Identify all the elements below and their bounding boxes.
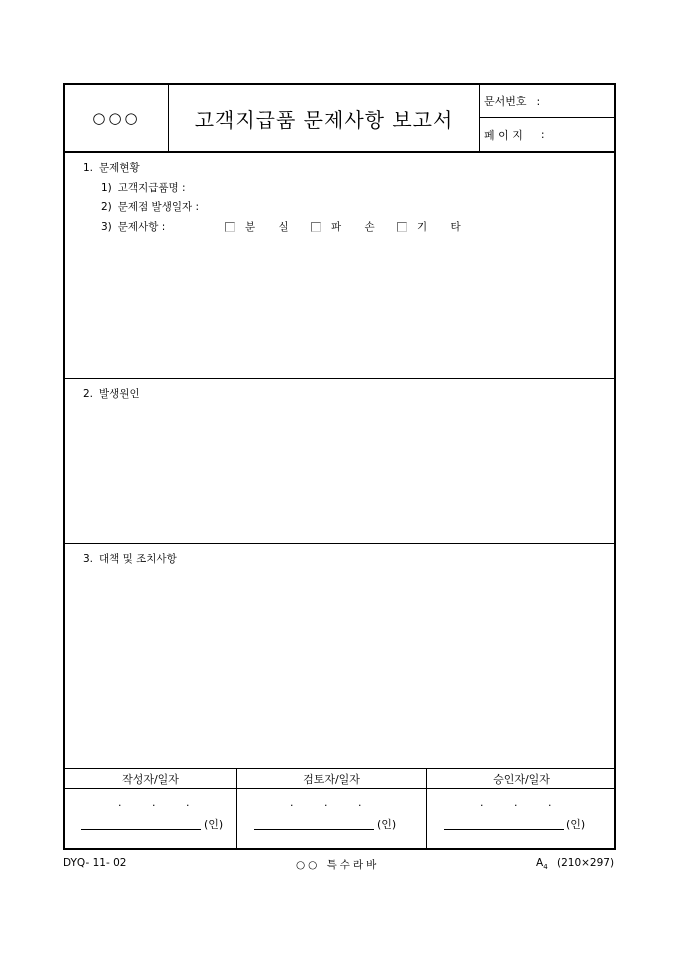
checkbox-label: 기 타 xyxy=(417,221,471,233)
item-number: 2) xyxy=(101,201,112,213)
checkbox-icon[interactable] xyxy=(225,222,235,232)
date-dot: . xyxy=(186,796,190,809)
date-dot: . xyxy=(324,796,328,809)
form-code: DYQ- 11- 02 xyxy=(63,857,127,869)
date-dot: . xyxy=(548,796,552,809)
section-number: 1. xyxy=(83,162,94,174)
doc-number-field[interactable] xyxy=(480,85,616,118)
paper-dimensions: (210×297) xyxy=(557,857,615,869)
company-name: ○○ 특수라바 xyxy=(296,859,380,871)
date-dot: . xyxy=(514,796,518,809)
signature-line[interactable] xyxy=(254,829,374,830)
item-problem-type xyxy=(101,219,165,234)
date-dot: . xyxy=(480,796,484,809)
checkbox-damage[interactable] xyxy=(311,219,385,234)
signature-header: 검토자/일자 xyxy=(237,769,426,789)
section-problem-status[interactable] xyxy=(65,153,614,379)
section-cause[interactable] xyxy=(65,379,614,544)
doc-number-colon: : xyxy=(536,94,541,108)
seal-mark: (인) xyxy=(377,818,397,831)
date-dots xyxy=(480,796,582,809)
item-label: 고객지급품명 : xyxy=(117,182,186,194)
date-dots xyxy=(290,796,392,809)
page-number-colon: : xyxy=(540,128,545,141)
checkbox-icon[interactable] xyxy=(311,222,321,232)
report-form xyxy=(63,83,616,850)
item-supplied-product[interactable] xyxy=(101,180,186,195)
section-title-text: 문제현황 xyxy=(99,162,140,174)
date-dot: . xyxy=(152,796,156,809)
date-dot: . xyxy=(118,796,122,809)
item-label: 문제사항 : xyxy=(117,221,166,233)
doc-number-label: 문서번호 xyxy=(484,95,527,108)
checkbox-label: 분 실 xyxy=(245,221,299,233)
item-number: 3) xyxy=(101,221,112,233)
signature-header: 작성자/일자 xyxy=(65,769,236,789)
paper-size xyxy=(536,857,614,871)
form-header xyxy=(65,85,614,153)
checkbox-icon[interactable] xyxy=(397,222,407,232)
section-title xyxy=(83,160,140,175)
signature-line[interactable] xyxy=(444,829,564,830)
seal-mark: (인) xyxy=(204,818,224,831)
item-occurrence-date[interactable] xyxy=(101,199,199,214)
date-dot: . xyxy=(290,796,294,809)
checkbox-other[interactable] xyxy=(397,219,471,234)
section-title xyxy=(83,551,177,566)
signature-table xyxy=(65,769,614,850)
page-number-field[interactable] xyxy=(480,118,616,151)
signature-approver[interactable] xyxy=(427,769,616,850)
section-title-text: 대책 및 조치사항 xyxy=(99,553,177,565)
section-title xyxy=(83,386,140,401)
signature-header: 승인자/일자 xyxy=(427,769,616,789)
section-number: 3. xyxy=(83,553,94,565)
date-dots xyxy=(118,796,220,809)
page-number-label: 페 이 지 xyxy=(484,128,523,142)
checkbox-loss[interactable] xyxy=(225,219,299,234)
signature-author[interactable] xyxy=(65,769,237,850)
seal-mark: (인) xyxy=(566,818,586,831)
signature-line[interactable] xyxy=(81,829,201,830)
form-title: 고객지급품 문제사항 보고서 xyxy=(169,85,480,151)
paper-subscript: 4 xyxy=(543,863,548,872)
signature-reviewer[interactable] xyxy=(237,769,427,850)
section-title-text: 발생원인 xyxy=(99,388,140,400)
checkbox-label: 파 손 xyxy=(331,221,385,233)
item-label: 문제점 발생일자 : xyxy=(117,201,199,213)
date-dot: . xyxy=(358,796,362,809)
section-number: 2. xyxy=(83,388,94,400)
paper-letter: A xyxy=(536,857,544,869)
section-countermeasures[interactable] xyxy=(65,544,614,769)
company-logo: ○○○ xyxy=(65,85,169,151)
item-number: 1) xyxy=(101,182,112,194)
